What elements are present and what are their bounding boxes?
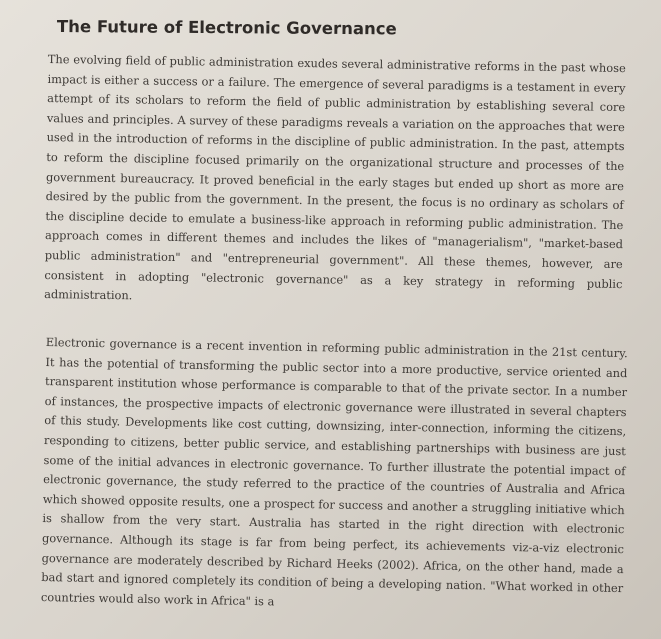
document-title: The Future of Electronic Governance (56, 17, 397, 39)
paragraph-2: Electronic governance is a recent invention in reforming public administration in the 21st century. It has the potential of transforming the public sector into a more productive, service oriented and transparent institution whose performance is comparable to that of the private sector. In a number of instances, the prospective impacts of electronic governance were illustrated in several chapters of this study. Developments like cost cutting, downsizing, inter-connection, informing the citizens, responding to citizens, better public service, and establishing partnerships with business are just some of the initial advances in electronic governance. To further illustrate the potential impact of electronic governance, the study referred to the practice of the countries of Australia and Africa which showed opposite results, one a prospect for success and another a struggling initiative which is shallow from the very start. Australia has started in the right direction with electronic governance. Although its stage is far from being perfect, its achievements viz-a-viz electronic governance are moderately described by Richard Heeks (2002). Africa, on the other hand, made a bad start and ignored completely its condition of being a developing nation. "What worked in other countries would also work in Africa" is a (40, 334, 628, 609)
paragraph-1: The evolving field of public administration exudes several administrative reforms in the past whose impact is either a success or a failure. The emergence of several paradigms is a testament in every attempt of its scholars to reform the field of public administration by establishing several core values and principles. A survey of these paradigms reveals a variation on the approaches that were used in the introduction of reforms in the discipline of public administration. In the past, attempts to reform the discipline focused primarily on the organizational structure and processes of the government bureaucracy. It proved beneficial in the early stages but ended up short as more are desired by the public from the government. In the present, the focus is no ordinary as scholars of the discipline decide to emulate a business-like approach in reforming public administration. The approach comes in different themes and includes the likes of "managerialism", "market-based public administration" and "entrepreneurial government". All these themes, however, are consistent in adopting "electronic governance" as a key strategy in reforming public administration. (44, 51, 626, 303)
